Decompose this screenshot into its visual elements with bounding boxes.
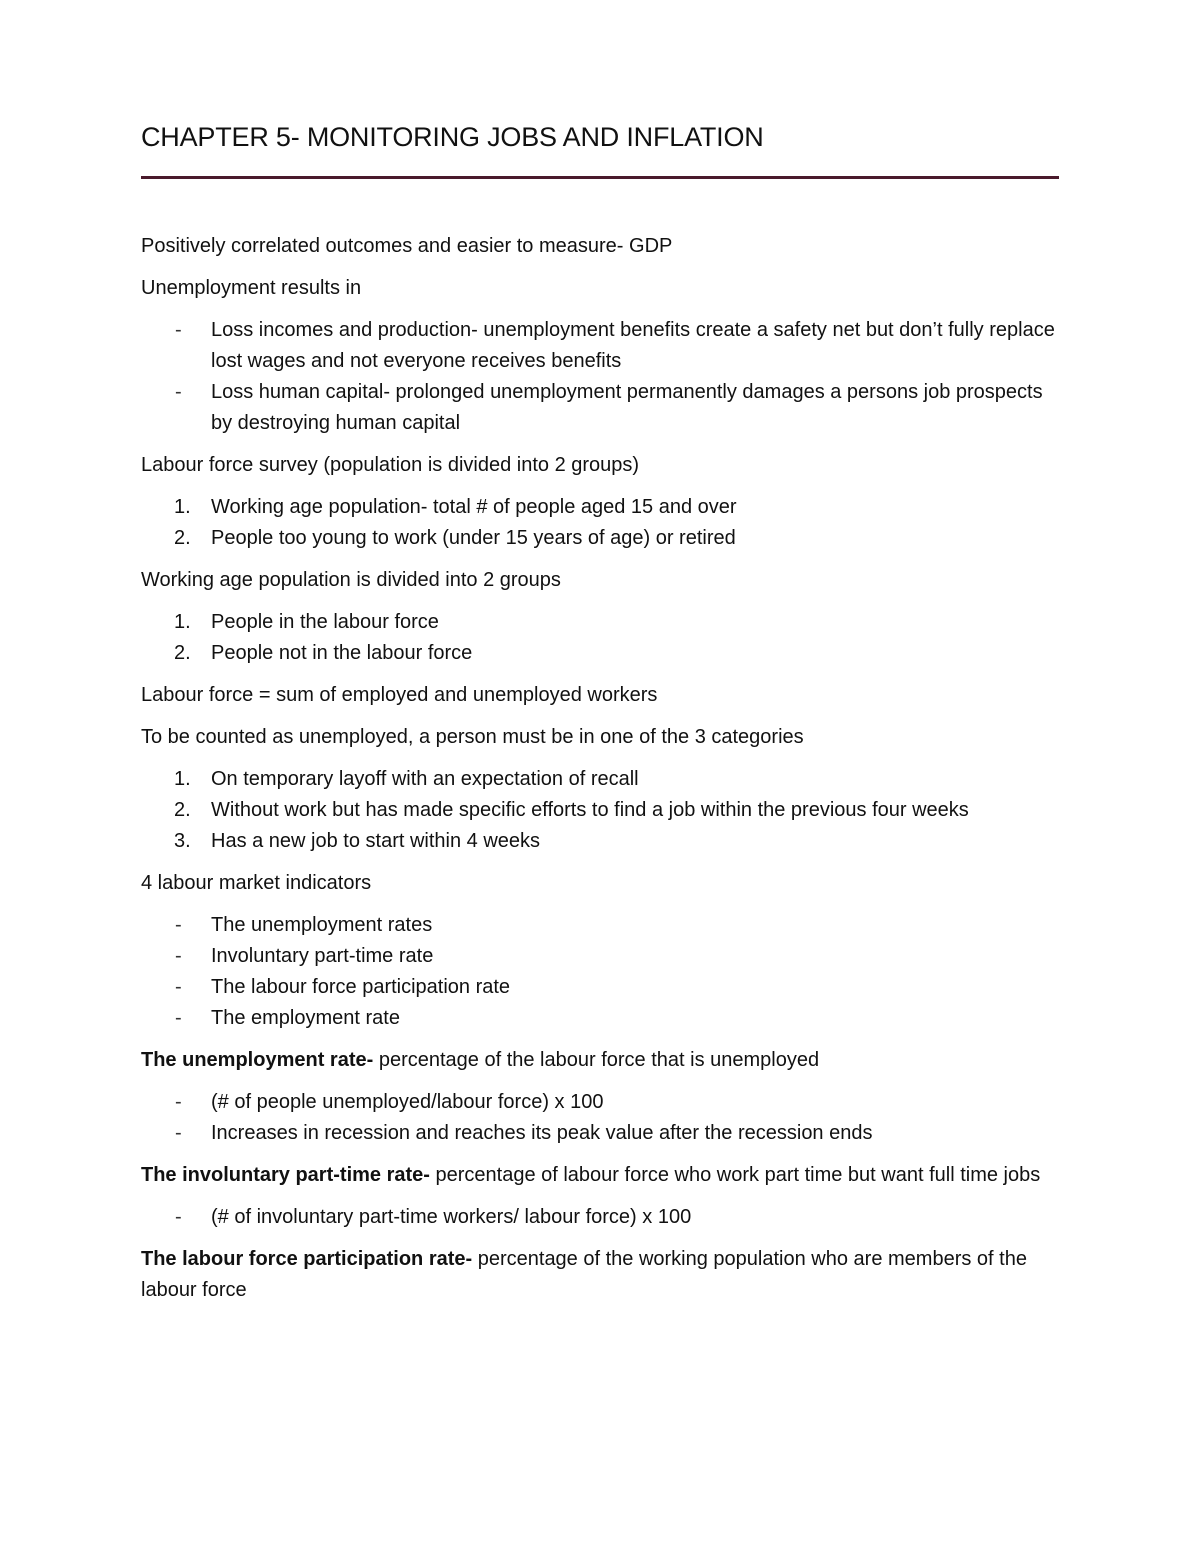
- title-divider: [141, 176, 1059, 179]
- definition-term: The labour force participation rate-: [141, 1248, 473, 1270]
- bullet-list: [141, 1202, 1060, 1233]
- paragraph: Unemployment results in: [141, 277, 362, 299]
- bullet-list: [141, 910, 1060, 1034]
- list-item-text: Without work but has made specific efforts to find a job within the previous four weeks: [211, 799, 969, 821]
- list-item: [141, 1003, 1060, 1034]
- definition-paragraph: [141, 1045, 1060, 1076]
- dash-marker: -: [175, 945, 182, 967]
- dash-marker: -: [175, 319, 182, 341]
- list-item-text: Loss human capital- prolonged unemployment permanently damages a persons job prospects by destroying human capital: [211, 381, 1043, 434]
- numbered-list: [141, 607, 1060, 669]
- list-item: [141, 1202, 1060, 1233]
- list-item-text: The labour force participation rate: [211, 976, 511, 998]
- list-item-text: Has a new job to start within 4 weeks: [211, 830, 541, 852]
- list-item-text: The employment rate: [211, 1007, 400, 1029]
- number-marker: 1.: [174, 768, 191, 790]
- definition-text: percentage of the labour force that is unemployed: [373, 1049, 820, 1071]
- list-item: [141, 941, 1060, 972]
- definition-term: The involuntary part-time rate-: [141, 1164, 430, 1186]
- list-item: [141, 826, 1060, 857]
- list-item: [141, 315, 1060, 377]
- list-item: [141, 1087, 1060, 1118]
- number-marker: 1.: [174, 496, 191, 518]
- list-item: [141, 607, 1060, 638]
- list-item-text: Involuntary part-time rate: [211, 945, 434, 967]
- number-marker: 1.: [174, 611, 191, 633]
- dash-marker: -: [175, 976, 182, 998]
- list-item-text: People in the labour force: [211, 611, 439, 633]
- paragraph: To be counted as unemployed, a person must be in one of the 3 categories: [141, 726, 804, 748]
- list-item-text: The unemployment rates: [211, 914, 433, 936]
- paragraph: Working age population is divided into 2 groups: [141, 569, 561, 591]
- dash-marker: -: [175, 1007, 182, 1029]
- bullet-list: [141, 1087, 1060, 1149]
- list-item: [141, 910, 1060, 941]
- list-item: [141, 377, 1060, 439]
- list-item: [141, 795, 1060, 826]
- number-marker: 3.: [174, 830, 191, 852]
- paragraph: Labour force survey (population is divided into 2 groups): [141, 454, 640, 476]
- list-item-text: People not in the labour force: [211, 642, 473, 664]
- definition-paragraph: [141, 1160, 1060, 1191]
- numbered-list: [141, 764, 1060, 857]
- page-title: CHAPTER 5- MONITORING JOBS AND INFLATION: [141, 122, 764, 152]
- list-item: [141, 523, 1060, 554]
- number-marker: 2.: [174, 642, 191, 664]
- dash-marker: -: [175, 1206, 182, 1228]
- list-item-text: Working age population- total # of people aged 15 and over: [211, 496, 737, 518]
- dash-marker: -: [175, 1091, 182, 1113]
- definition-paragraph: [141, 1244, 1060, 1306]
- list-item: [141, 764, 1060, 795]
- dash-marker: -: [175, 1122, 182, 1144]
- list-item: [141, 492, 1060, 523]
- list-item: [141, 972, 1060, 1003]
- definition-text: percentage of the working population who are members of the labour force: [141, 1248, 1027, 1301]
- definition-text: percentage of labour force who work part time but want full time jobs: [429, 1164, 1041, 1186]
- paragraph: Labour force = sum of employed and unemployed workers: [141, 684, 658, 706]
- number-marker: 2.: [174, 799, 191, 821]
- list-item-text: (# of people unemployed/labour force) x 100: [211, 1091, 604, 1113]
- list-item: [141, 638, 1060, 669]
- number-marker: 2.: [174, 527, 191, 549]
- list-item-text: Loss incomes and production- unemployment benefits create a safety net but don’t fully replace lost wages and not everyone receives benefits: [211, 319, 1055, 372]
- document-body: [141, 231, 1060, 1306]
- list-item-text: On temporary layoff with an expectation of recall: [211, 768, 639, 790]
- definition-term: The unemployment rate-: [141, 1049, 374, 1071]
- paragraph: 4 labour market indicators: [141, 872, 372, 894]
- numbered-list: [141, 492, 1060, 554]
- bullet-list: [141, 315, 1060, 439]
- paragraph: Positively correlated outcomes and easier to measure- GDP: [141, 235, 673, 257]
- list-item-text: People too young to work (under 15 years of age) or retired: [211, 527, 736, 549]
- dash-marker: -: [175, 914, 182, 936]
- list-item-text: (# of involuntary part-time workers/ labour force) x 100: [211, 1206, 692, 1228]
- dash-marker: -: [175, 381, 182, 403]
- list-item-text: Increases in recession and reaches its peak value after the recession ends: [211, 1122, 873, 1144]
- list-item: [141, 1118, 1060, 1149]
